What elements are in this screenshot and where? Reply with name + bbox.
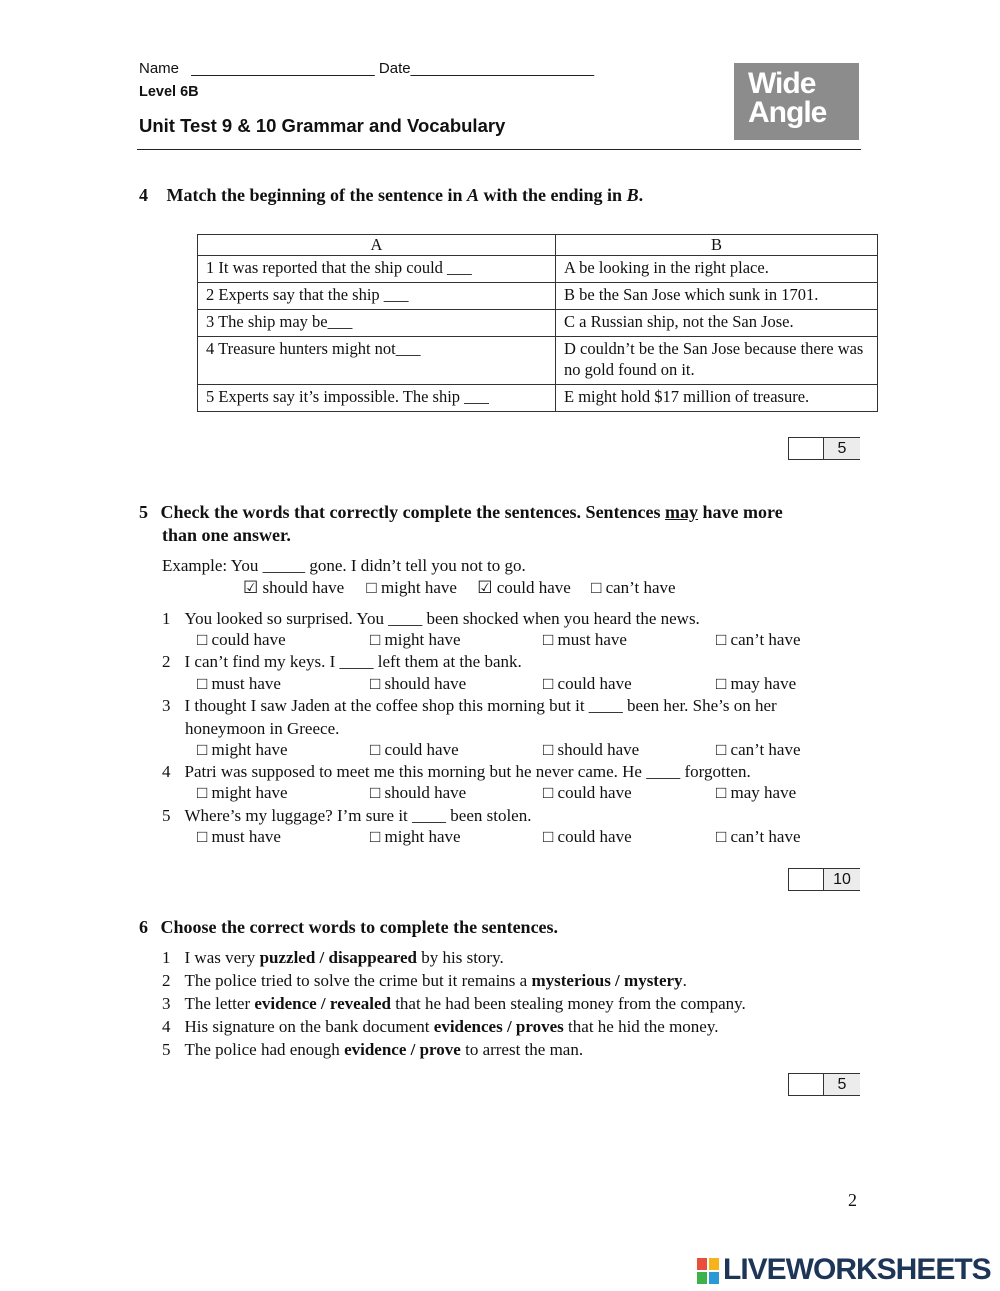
list-item: 4 His signature on the bank document evidences / proves that he hid the money.	[162, 1017, 719, 1036]
match-b-cell: C a Russian ship, not the San Jose.	[556, 310, 878, 337]
liveworksheets-logo	[697, 1255, 997, 1287]
list-item: 5 The police had enough evidence / prove to arrest the man.	[162, 1040, 584, 1059]
section-4-score-box	[788, 437, 860, 460]
checkbox-option[interactable]: □ could have	[543, 783, 632, 802]
word-choice[interactable]: evidence / revealed	[254, 994, 391, 1013]
name-date-line	[139, 60, 594, 77]
brand-block	[709, 1258, 719, 1270]
list-item: 1 I was very puzzled / disappeared by his story.	[162, 948, 504, 967]
section-6-score-box	[788, 1073, 860, 1096]
match-a-cell[interactable]: 3 The ship may be___	[198, 310, 556, 337]
section-6-score: 5	[823, 1074, 860, 1095]
section-5-number: 5	[139, 502, 148, 522]
brand-block	[697, 1258, 707, 1270]
matching-table	[197, 234, 878, 412]
checkbox-option[interactable]: □ should have	[370, 783, 467, 802]
match-b-cell: D couldn’t be the San Jose because there was no gold found on it.	[556, 337, 878, 385]
level-label: Level 6B	[139, 84, 199, 100]
table-row	[198, 385, 878, 412]
example-option: □ can’t have	[591, 578, 676, 597]
example-option: □ might have	[366, 578, 457, 597]
list-item: 3 I thought I saw Jaden at the coffee shop this morning but it ____ been her. She’s on her	[162, 696, 777, 715]
section-4-score: 5	[823, 438, 860, 459]
section-6-number: 6	[139, 917, 148, 937]
word-choice[interactable]: evidences / proves	[433, 1017, 564, 1036]
list-item: 2 I can’t find my keys. I ____ left them at the bank.	[162, 652, 522, 671]
section-5-score: 10	[823, 869, 860, 890]
section-4-number: 4	[139, 185, 148, 205]
example-option: ☑ should have	[243, 578, 345, 597]
date-label: Date	[378, 60, 411, 77]
page-number: 2	[848, 1190, 857, 1210]
word-choice[interactable]: mysterious / mystery	[531, 971, 683, 990]
checkbox-option[interactable]: □ might have	[197, 783, 288, 802]
wide-angle-logo	[734, 63, 859, 140]
checkbox-option[interactable]: □ may have	[716, 783, 797, 802]
list-item: 1 You looked so surprised. You ____ been shocked when you heard the news.	[162, 609, 700, 628]
checkbox-option[interactable]: □ could have	[543, 674, 632, 693]
checkbox-option[interactable]: □ must have	[543, 630, 627, 649]
checkbox-option[interactable]: □ might have	[197, 740, 288, 759]
checkbox-option[interactable]: □ could have	[543, 827, 632, 846]
list-item: 3 The letter evidence / revealed that he had been stealing money from the company.	[162, 994, 746, 1013]
checkbox-option[interactable]: □ could have	[197, 630, 286, 649]
match-b-cell: A be looking in the right place.	[556, 256, 878, 283]
checkbox-option[interactable]: □ could have	[370, 740, 459, 759]
checkbox-option[interactable]: □ can’t have	[716, 630, 801, 649]
match-a-cell[interactable]: 5 Experts say it’s impossible. The ship ___	[198, 385, 556, 412]
header-divider	[137, 149, 861, 150]
brand-name: LIVEWORKSHEETS	[723, 1253, 991, 1286]
logo-line2: Angle	[748, 96, 827, 129]
word-choice[interactable]: evidence / prove	[344, 1040, 461, 1059]
checkbox-option[interactable]: □ must have	[197, 674, 281, 693]
list-item: 2 The police tried to solve the crime but it remains a mysterious / mystery.	[162, 971, 687, 990]
table-row	[198, 310, 878, 337]
checkbox-option[interactable]: □ can’t have	[716, 827, 801, 846]
list-item: 4 Patri was supposed to meet me this morning but he never came. He ____ forgotten.	[162, 762, 751, 781]
match-a-cell[interactable]: 4 Treasure hunters might not___	[198, 337, 556, 385]
table-row	[198, 337, 878, 385]
checkbox-option[interactable]: □ must have	[197, 827, 281, 846]
checkbox-option[interactable]: □ can’t have	[716, 740, 801, 759]
match-a-cell[interactable]: 1 It was reported that the ship could ___	[198, 256, 556, 283]
column-a-header: A	[198, 235, 556, 256]
column-b-header: B	[556, 235, 878, 256]
word-choice[interactable]: puzzled / disappeared	[259, 948, 417, 967]
section-5-score-box	[788, 868, 860, 891]
checkbox-option[interactable]: □ should have	[370, 674, 467, 693]
example-sentence: Example: You _____ gone. I didn’t tell you not to go.	[162, 556, 526, 575]
name-field[interactable]: ______________________	[191, 60, 375, 77]
checkbox-option[interactable]: □ might have	[370, 827, 461, 846]
checkbox-option[interactable]: □ may have	[716, 674, 797, 693]
list-item: 5 Where’s my luggage? I’m sure it ____ been stolen.	[162, 806, 532, 825]
brand-block	[709, 1272, 719, 1284]
list-item-continuation: honeymoon in Greece.	[185, 719, 340, 738]
logo-line1: Wide	[748, 67, 816, 100]
name-label: Name	[139, 60, 180, 77]
section-5-instruction: 5 Check the words that correctly complete the sentences. Sentences may have more than one answer.	[139, 502, 783, 545]
match-a-cell[interactable]: 2 Experts say that the ship ___	[198, 283, 556, 310]
example-options	[243, 578, 676, 598]
matching-table-header	[198, 235, 878, 256]
section-4-instruction: 4 Match the beginning of the sentence in A with the ending in B.	[139, 185, 644, 205]
date-field[interactable]: ______________________	[410, 60, 595, 77]
match-b-cell: B be the San Jose which sunk in 1701.	[556, 283, 878, 310]
checkbox-option[interactable]: □ might have	[370, 630, 461, 649]
table-row	[198, 256, 878, 283]
brand-block	[697, 1272, 707, 1284]
page-title: Unit Test 9 & 10 Grammar and Vocabulary	[139, 115, 506, 136]
example-option: ☑ could have	[477, 578, 571, 597]
match-b-cell: E might hold $17 million of treasure.	[556, 385, 878, 412]
checkbox-option[interactable]: □ should have	[543, 740, 640, 759]
brand-blocks-icon	[697, 1258, 719, 1284]
section-6-instruction: 6 Choose the correct words to complete the sentences.	[139, 917, 559, 937]
table-row	[198, 283, 878, 310]
